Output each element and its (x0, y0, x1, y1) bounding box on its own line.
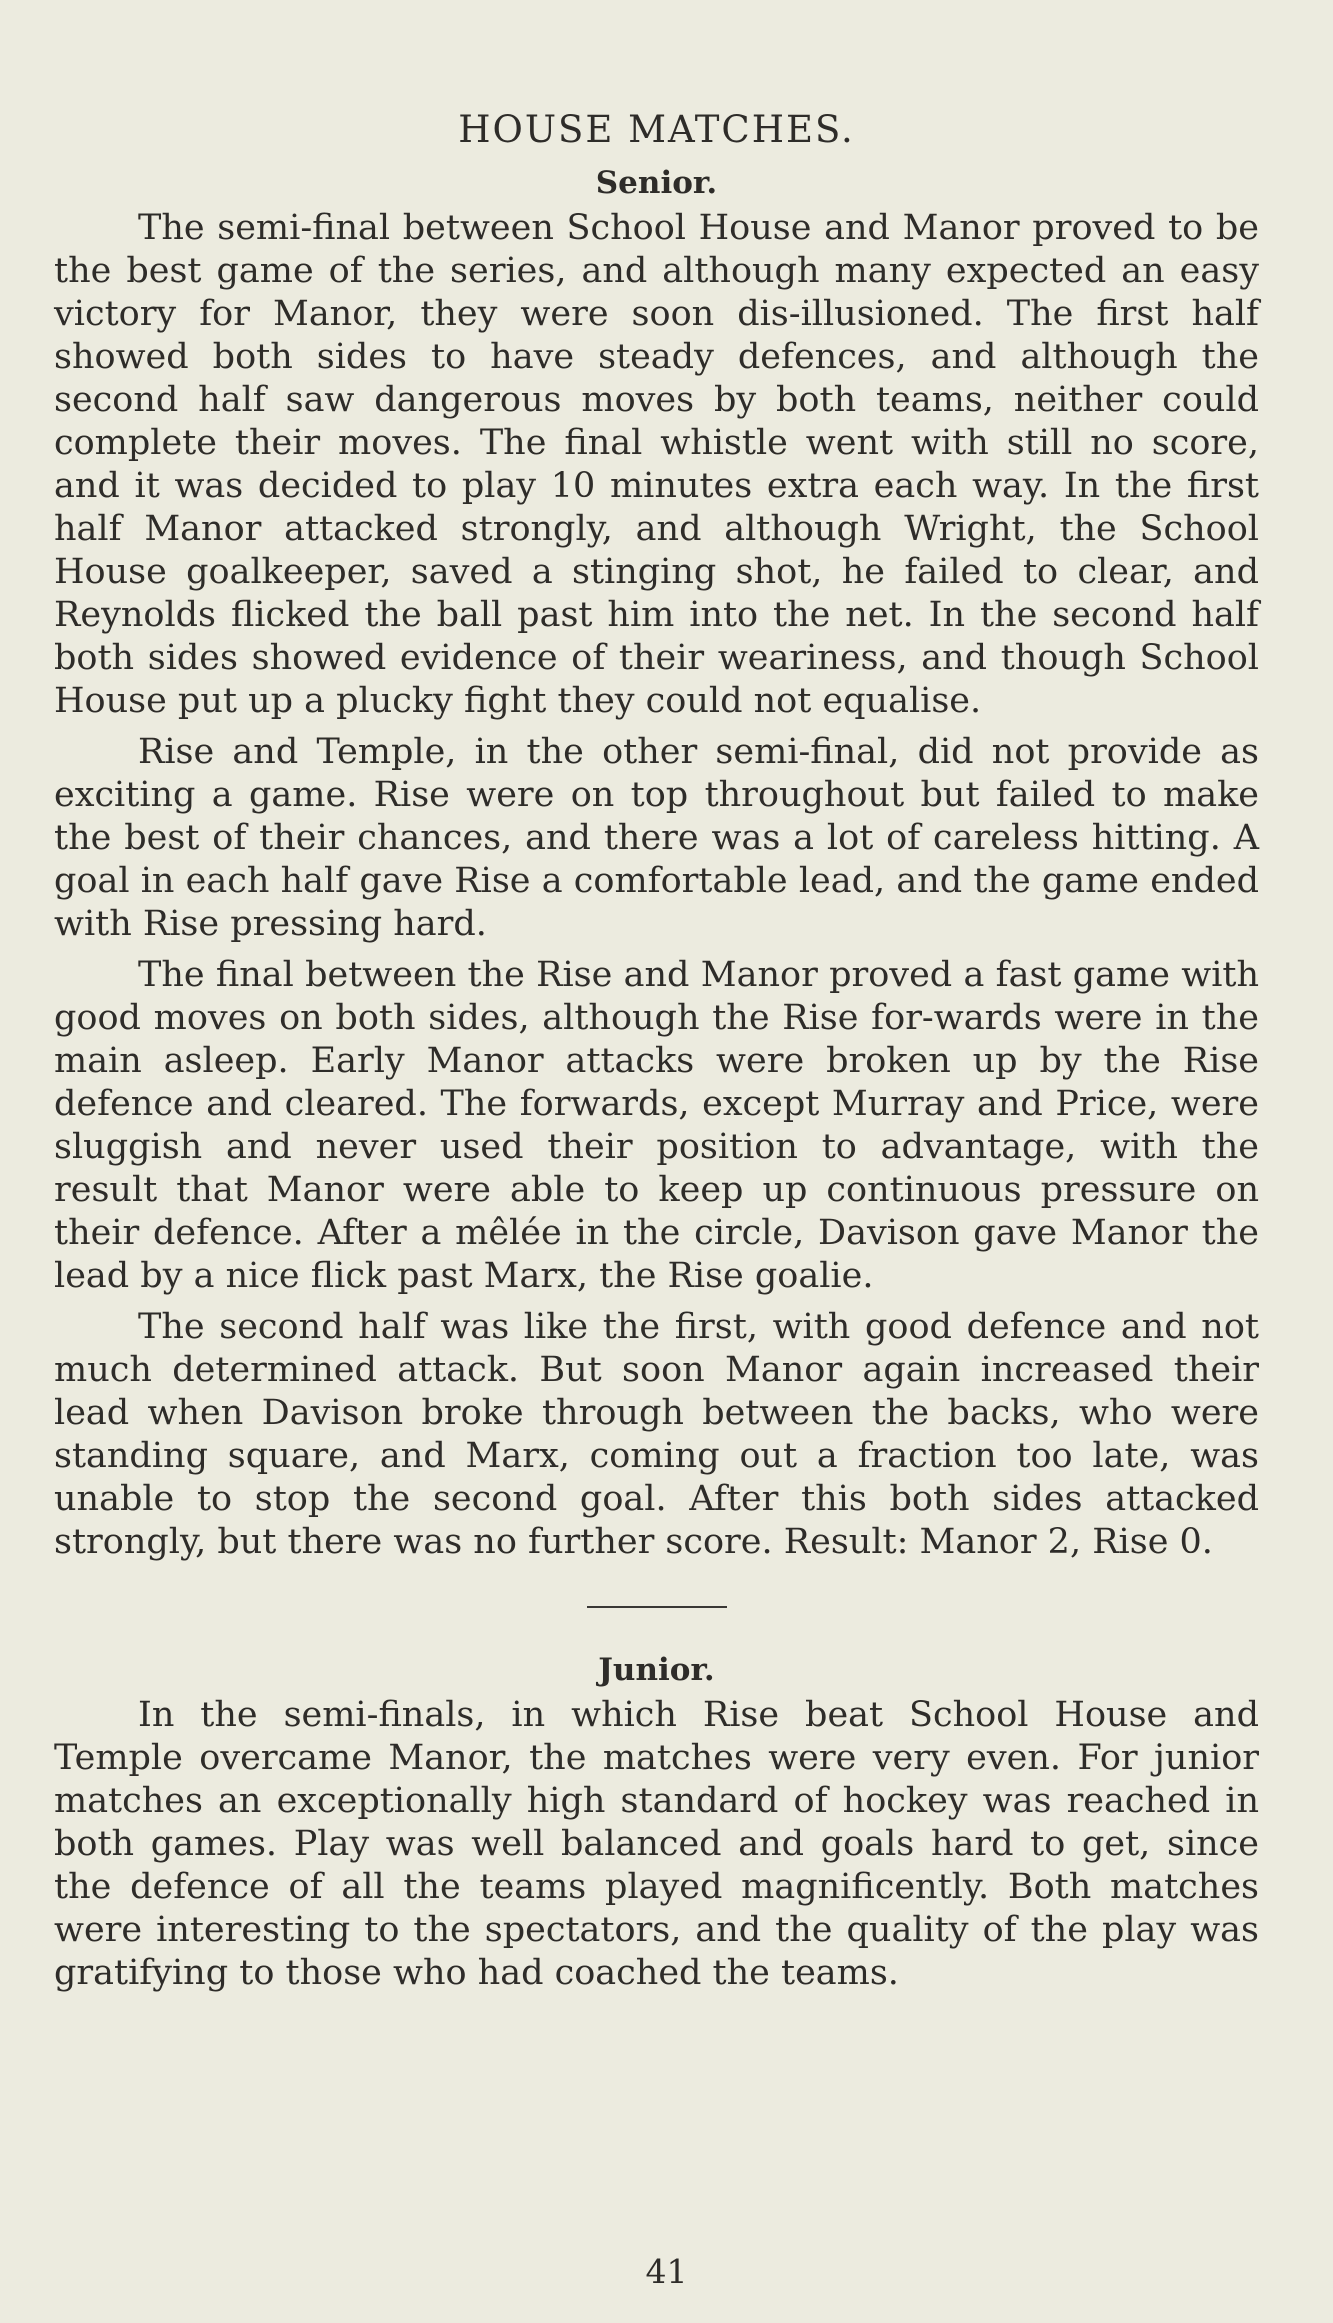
page-number: 41 (645, 2252, 688, 2291)
junior-heading: Junior. (598, 1652, 715, 1688)
senior-heading: Senior. (595, 165, 718, 201)
junior-section (54, 1652, 1259, 1995)
junior-paragraph-1: In the semi-finals, in which Rise beat School House and Temple overcame Manor, the matches were very even. For junior matches an exceptionally high standard of hockey was reached in both games. Play was well balanced and goals hard to get, since the defence of all the teams played magnificently. Both matches were interesting to the spectators, and the quality of the play was gratifying to those who had coached the teams. (54, 1695, 1259, 1993)
senior-section (54, 165, 1259, 1564)
section-divider (587, 1606, 727, 1608)
senior-paragraph-1: The semi-final between School House and Manor proved to be the best game of the series, and although many expected an easy victory for Manor, they were soon dis-illusioned. The first half showed both sides to have steady defences, and although the second half saw dangerous moves by both teams, neither could complete their moves. The final whistle went with still no score, and it was decided to play 10 minutes extra each way. In the first half Manor attacked strongly, and although Wright, the School House goalkeeper, saved a stinging shot, he failed to clear, and Reynolds flicked the ball past him into the net. In the second half both sides showed evidence of their weariness, and though School House put up a plucky fight they could not equalise. (54, 208, 1259, 721)
page-title: HOUSE MATCHES. (458, 108, 855, 151)
senior-paragraph-2: Rise and Temple, in the other semi-final, did not provide as exciting a game. Rise were on top throughout but failed to make the best of their chances, and there was a lot of careless hitting. A goal in each half gave Rise a comfortable lead, and the game ended with Rise pressing hard. (54, 732, 1259, 944)
senior-paragraph-4: The second half was like the first, with good defence and not much determined attack. But soon Manor again increased their lead when Davison broke through between the backs, who were standing square, and Marx, coming out a fraction too late, was unable to stop the second goal. After this both sides attacked strongly, but there was no further score. Result: Manor 2, Rise 0. (54, 1307, 1259, 1562)
senior-paragraph-3: The final between the Rise and Manor proved a fast game with good moves on both sides, although the Rise for-wards were in the main asleep. Early Manor attacks were broken up by the Rise defence and cleared. The forwards, except Murray and Price, were sluggish and never used their position to advantage, with the result that Manor were able to keep up continuous pressure on their defence. After a mêlée in the circle, Davison gave Manor the lead by a nice flick past Marx, the Rise goalie. (54, 955, 1259, 1296)
